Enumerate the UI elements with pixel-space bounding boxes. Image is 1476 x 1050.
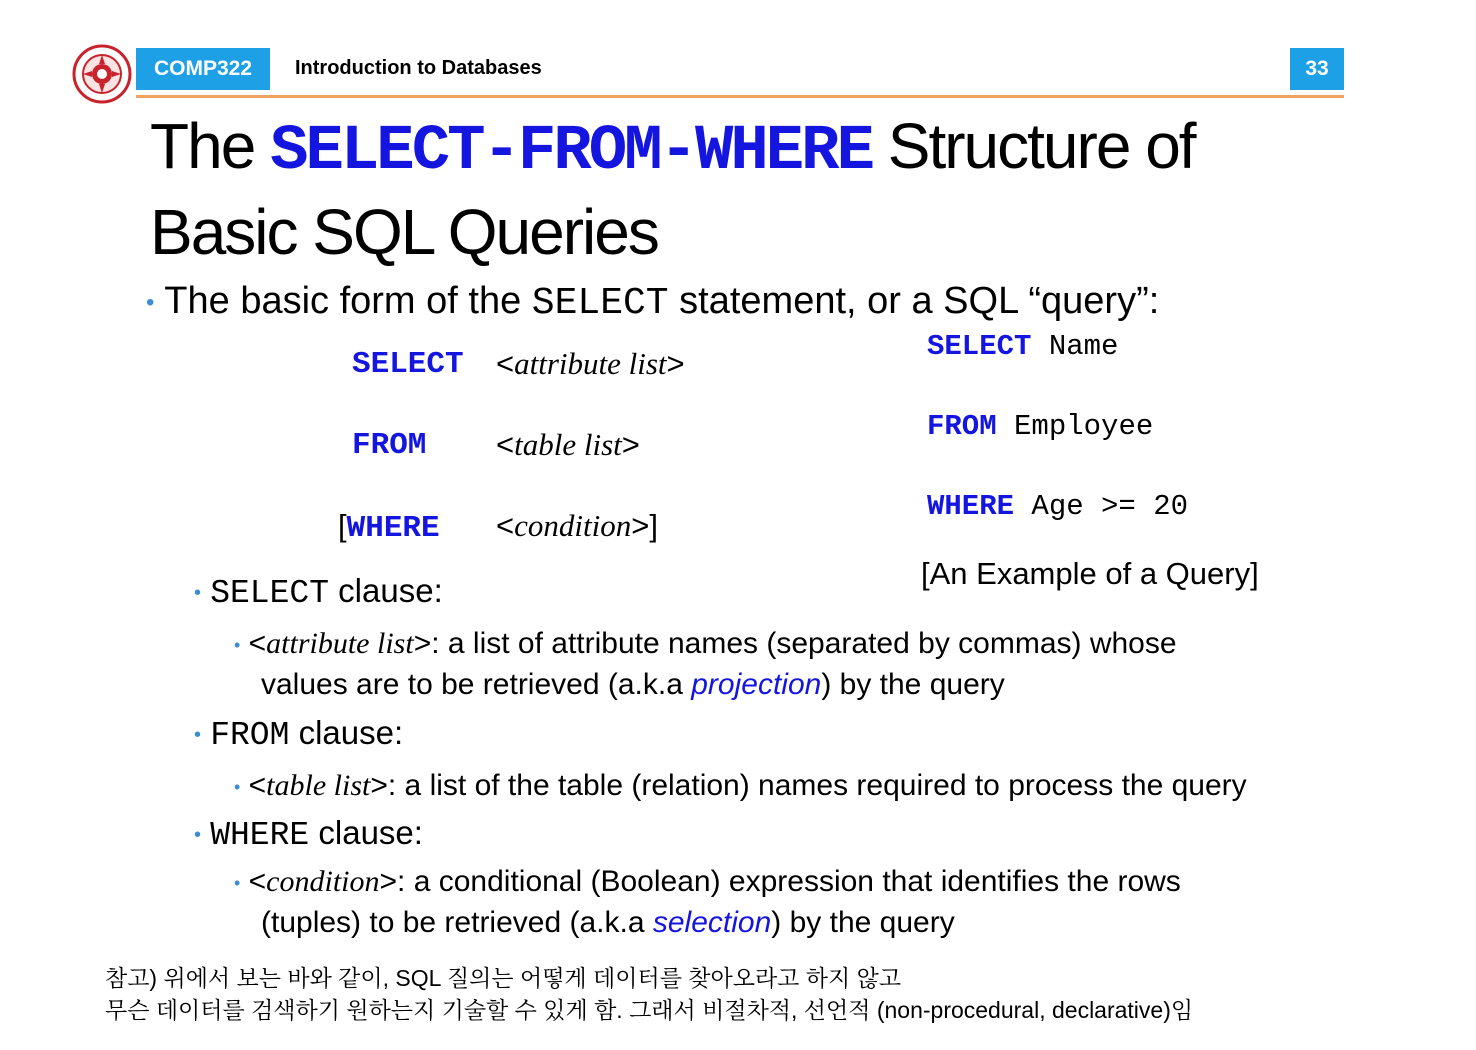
projection-term: projection [691, 668, 822, 702]
syntax-where-keyword: [WHERE [338, 508, 440, 546]
course-code-badge: COMP322 [136, 48, 270, 90]
main-bullet [146, 280, 1159, 325]
example-caption: [An Example of a Query] [921, 556, 1259, 591]
page-number-badge: 33 [1290, 48, 1344, 90]
korean-footnote [105, 962, 1193, 1026]
title-keyword: SELECT-FROM-WHERE [270, 116, 872, 188]
from-clause-description: • <table list>: a list of the table (relation) names required to process the query [234, 769, 1247, 802]
syntax-where-arg: <condition>] [496, 508, 658, 543]
header-divider [136, 95, 1344, 98]
main-bullet-code: SELECT [531, 282, 669, 325]
syntax-from-arg: <table list> [496, 427, 640, 462]
where-clause-heading: • WHERE clause: [194, 814, 423, 854]
university-seal-logo [72, 44, 132, 104]
syntax-select-arg: <attribute list> [496, 346, 685, 381]
selection-term: selection [652, 906, 772, 940]
example-from-line: FROM Employee [927, 410, 1154, 443]
course-title: Introduction to Databases [295, 57, 542, 79]
from-clause-heading: • FROM clause: [194, 714, 404, 754]
footnote-line1: 참고) 위에서 보는 바와 같이, SQL 질의는 어떻게 데이터를 찾아오라고 하지 않고 [105, 965, 902, 991]
footnote-line2: 무슨 데이터를 검색하기 원하는지 기술할 수 있게 함. 그래서 비절차적, 선언적 (non-procedural, declarative)임 [105, 997, 1194, 1023]
title-prefix: The [150, 110, 271, 182]
title-suffix: Structure of [871, 110, 1195, 182]
where-clause-description: • <condition>: a conditional (Boolean) expression that identifies the rows (tuples) to be retrieved (a.k.a selection) by the query [234, 865, 1181, 940]
syntax-select-keyword: SELECT [352, 347, 464, 382]
main-bullet-text-before: The basic form of the [164, 280, 532, 322]
select-clause-description: • <attribute list>: a list of attribute names (separated by commas) whose values are to be retrieved (a.k.a projection) by the query [234, 627, 1177, 702]
select-clause-heading: • SELECT clause: [194, 572, 443, 612]
title-line2: Basic SQL Queries [150, 196, 658, 268]
example-where-line: WHERE Age >= 20 [927, 490, 1189, 523]
main-bullet-text-after: statement, or a SQL “query”: [668, 280, 1160, 322]
slide-title [150, 106, 1350, 272]
example-select-line: SELECT Name [927, 330, 1119, 363]
syntax-from-keyword: FROM [352, 428, 427, 463]
bullet-dot: • [146, 288, 155, 316]
